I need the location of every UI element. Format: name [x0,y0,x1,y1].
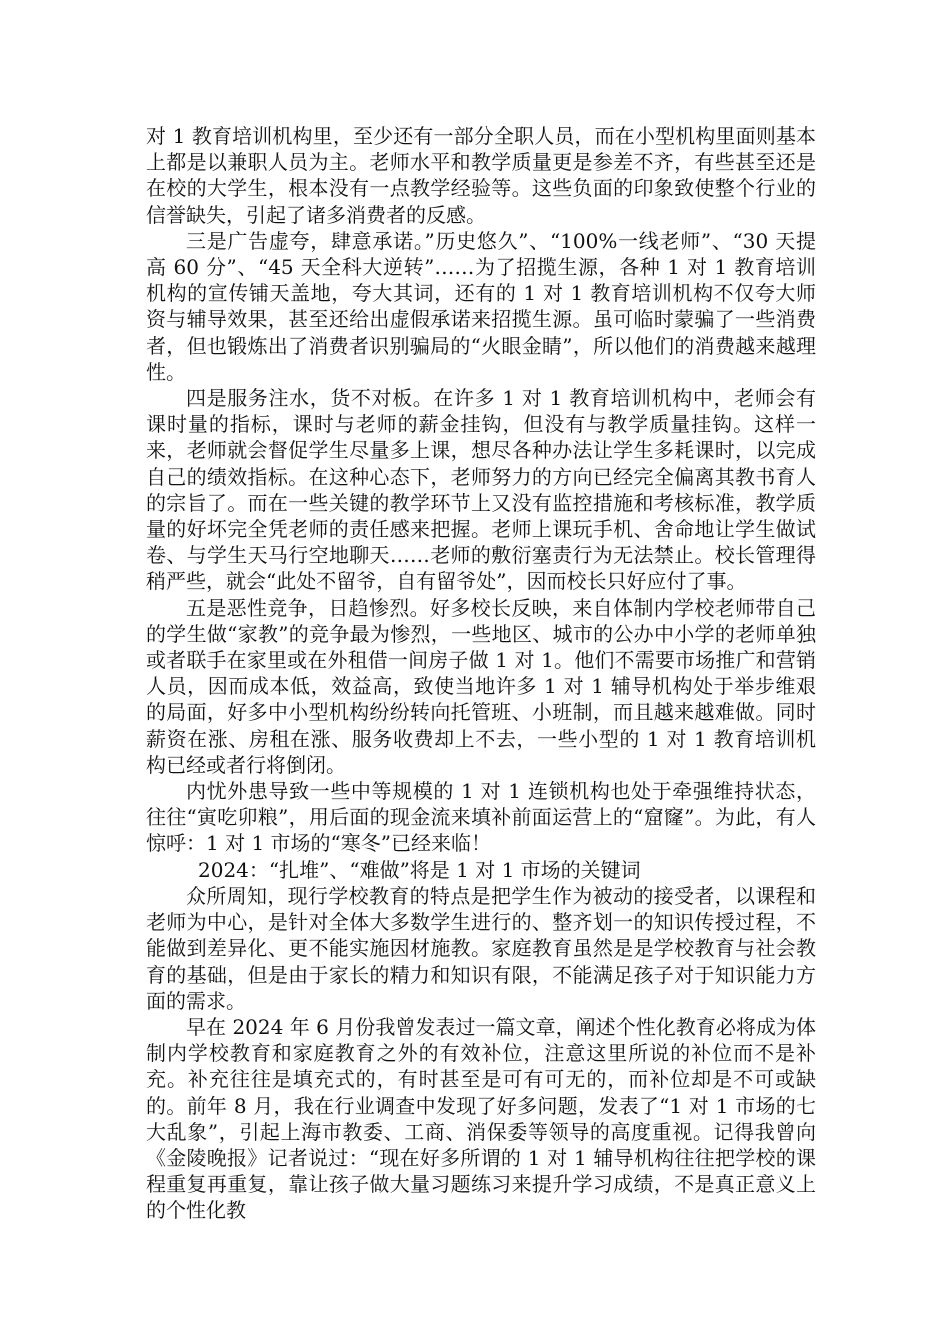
section-heading: 2024：“扎堆”、“难做”将是 1 对 1 市场的关键词 [198,857,641,882]
document-body [146,123,816,1224]
paragraph-1: 对 1 教育培训机构里，至少还有一部分全职人员，而在小型机构里面则基本上都是以兼职人员为主。老师水平和教学质量更是参差不齐，有些甚至还是在校的大学生，根本没有一点教学经验等。这些负面的印象致使整个行业的信誉缺失，引起了诸多消费者的反感。 [146,124,816,227]
paragraph-2: 三是广告虚夸，肆意承诺。”历史悠久”、“100%一线老师”、“30 天提高 60 分”、“45 天全科大逆转”……为了招揽生源，各种 1 对 1 教育培训机构的宣传铺天盖地，夸大其词，还有的 1 对 1 教育培训机构不仅夸大师资与辅导效果，甚至还给出虚假承诺来招揽生源。虽可临时蒙骗了一些消费者，但也锻炼出了消费者识别骗局的“火眼金睛”，所以他们的消费越来越理性。 [146,228,816,384]
paragraph-7: 早在 2024 年 6 月份我曾发表过一篇文章，阐述个性化教育必将成为体制内学校教育和家庭教育之外的有效补位，注意这里所说的补位而不是补充。补充往往是填充式的，有时甚至是可有可无的，而补位却是不可或缺的。前年 8 月，我在行业调查中发现了好多问题，发表了“1 对 1 市场的七大乱象”，引起上海市教委、工商、消保委等领导的高度重视。记得我曾向《金陵晚报》记者说过：“现在好多所谓的 1 对 1 辅导机构往往把学校的课程重复再重复，靠让孩子做大量习题练习来提升学习成绩，不是真正意义上的个性化教 [146,1014,816,1223]
paragraph-4: 五是恶性竞争，日趋惨烈。好多校长反映，来自体制内学校老师带自己的学生做“家教”的竞争最为惨烈，一些地区、城市的公办中小学的老师单独或者联手在家里或在外租借一间房子做 1 对 1。他们不需要市场推广和营销人员，因而成本低，效益高，致使当地许多 1 对 1 辅导机构处于举步维艰的局面，好多中小型机构纷纷转向托管班、小班制，而且越来越难做。同时薪资在涨、房租在涨、服务收费却上不去，一些小型的 1 对 1 教育培训机构已经或者行将倒闭。 [146,595,816,777]
paragraph-3: 四是服务注水，货不对板。在许多 1 对 1 教育培训机构中，老师会有课时量的指标，课时与老师的薪金挂钩，但没有与教学质量挂钩。这样一来，老师就会督促学生尽量多上课，想尽各种办法让学生多耗课时，以完成自己的绩效指标。在这种心态下，老师努力的方向已经完全偏离其教书育人的宗旨了。而在一些关键的教学环节上又没有监控措施和考核标准，教学质量的好坏完全凭老师的责任感来把握。老师上课玩手机、舍命地让学生做试卷、与学生天马行空地聊天……老师的敷衍塞责行为无法禁止。校长管理得稍严些，就会“此处不留爷，自有留爷处”，因而校长只好应付了事。 [146,386,816,594]
paragraph-6: 众所周知，现行学校教育的特点是把学生作为被动的接受者，以课程和老师为中心，是针对全体大多数学生进行的、整齐划一的知识传授过程，不能做到差异化、更不能实施因材施教。家庭教育虽然是是学校教育与社会教育的基础，但是由于家长的精力和知识有限，不能满足孩子对于知识能力方面的需求。 [146,883,816,1013]
paragraph-5: 内忧外患导致一些中等规模的 1 对 1 连锁机构也处于牵强维持状态，往往“寅吃卯粮”，用后面的现金流来填补前面运营上的“窟窿”。为此，有人惊呼：1 对 1 市场的“寒冬”已经来临！ [146,779,816,856]
